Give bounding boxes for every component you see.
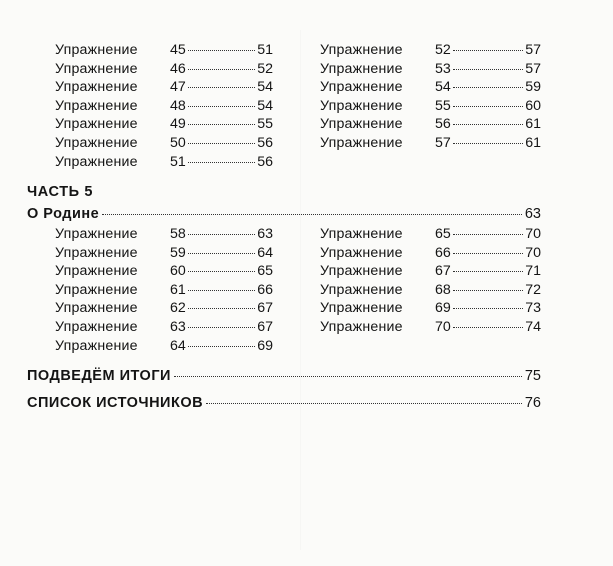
entry-page: 73	[525, 300, 541, 317]
entry-page: 52	[257, 60, 273, 77]
toc-entry[interactable]	[55, 97, 273, 116]
dot-leader	[453, 143, 523, 144]
part-heading: ЧАСТЬ 5	[27, 184, 93, 200]
toc-entry[interactable]	[55, 134, 273, 153]
toc-column-left-part5	[55, 225, 273, 355]
dot-leader	[453, 308, 523, 309]
entry-number: 62	[170, 300, 186, 317]
entry-label: Упражнение	[55, 244, 138, 261]
entry-label: Упражнение	[320, 116, 403, 133]
entry-page: 54	[257, 79, 273, 96]
entry-label: Упражнение	[320, 97, 403, 114]
toc-entry[interactable]	[55, 318, 273, 337]
entry-page: 55	[257, 116, 273, 133]
section-entry-sources[interactable]	[27, 393, 541, 413]
entry-number: 59	[170, 244, 186, 261]
entry-label: Упражнение	[320, 318, 403, 335]
entry-number: 55	[435, 97, 451, 114]
dot-leader	[188, 253, 255, 254]
entry-label: Упражнение	[320, 79, 403, 96]
toc-entry[interactable]	[320, 244, 541, 263]
toc-entry[interactable]	[320, 281, 541, 300]
toc-entry[interactable]	[320, 134, 541, 153]
entry-page: 51	[257, 42, 273, 58]
toc-entry[interactable]	[320, 41, 541, 60]
entry-label: Упражнение	[55, 116, 138, 133]
dot-leader	[188, 290, 255, 291]
toc-entry[interactable]	[320, 262, 541, 281]
entry-label: Упражнение	[320, 134, 403, 151]
toc-entry[interactable]	[320, 97, 541, 116]
entry-number: 66	[435, 244, 451, 261]
entry-page: 63	[257, 226, 273, 242]
entry-page: 69	[257, 337, 273, 354]
entry-number: 61	[170, 281, 186, 298]
toc-entry[interactable]	[55, 281, 273, 300]
toc-entry[interactable]	[55, 115, 273, 134]
dot-leader	[188, 87, 255, 88]
entry-label: Упражнение	[320, 60, 403, 77]
dot-leader	[188, 162, 255, 163]
dot-leader	[188, 106, 255, 107]
entry-page: 70	[525, 244, 541, 261]
entry-label: Упражнение	[55, 263, 138, 280]
entry-number: 65	[435, 226, 451, 242]
entry-page: 64	[257, 244, 273, 261]
entry-label: Упражнение	[320, 300, 403, 317]
entry-label: Упражнение	[55, 318, 138, 335]
entry-number: 53	[435, 60, 451, 77]
entry-label: Упражнение	[55, 153, 138, 170]
entry-label: Упражнение	[55, 337, 138, 354]
dot-leader	[206, 403, 522, 404]
section-entry-summary[interactable]	[27, 366, 541, 386]
toc-entry[interactable]	[320, 225, 541, 244]
dot-leader	[102, 214, 522, 215]
entry-page: 57	[525, 60, 541, 77]
toc-column-right-part5	[320, 225, 541, 337]
entry-page: 56	[257, 134, 273, 151]
section-title: СПИСОК ИСТОЧНИКОВ	[27, 395, 204, 411]
entry-label: Упражнение	[55, 134, 138, 151]
entry-number: 50	[170, 134, 186, 151]
entry-label: Упражнение	[55, 300, 138, 317]
dot-leader	[453, 124, 523, 125]
entry-number: 56	[435, 116, 451, 133]
toc-entry[interactable]	[55, 262, 273, 281]
entry-number: 68	[435, 281, 451, 298]
entry-page: 71	[525, 263, 541, 280]
entry-number: 63	[170, 318, 186, 335]
section-page: 76	[524, 395, 541, 411]
entry-label: Упражнение	[55, 226, 138, 242]
toc-entry[interactable]	[320, 78, 541, 97]
toc-entry[interactable]	[55, 337, 273, 356]
dot-leader	[453, 106, 523, 107]
dot-leader	[188, 50, 255, 51]
section-title: О Родине	[27, 206, 100, 222]
entry-page: 61	[525, 134, 541, 151]
entry-number: 49	[170, 116, 186, 133]
entry-number: 57	[435, 134, 451, 151]
entry-label: Упражнение	[320, 263, 403, 280]
dot-leader	[453, 271, 523, 272]
toc-entry[interactable]	[55, 41, 273, 60]
dot-leader	[453, 253, 523, 254]
entry-label: Упражнение	[320, 226, 403, 242]
entry-label: Упражнение	[55, 281, 138, 298]
entry-label: Упражнение	[55, 79, 138, 96]
section-page: 75	[524, 368, 541, 384]
entry-number: 70	[435, 318, 451, 335]
entry-page: 74	[525, 318, 541, 335]
entry-number: 58	[170, 226, 186, 242]
dot-leader	[188, 124, 255, 125]
entry-page: 60	[525, 97, 541, 114]
entry-number: 54	[435, 79, 451, 96]
dot-leader	[188, 308, 255, 309]
toc-entry[interactable]	[55, 225, 273, 244]
entry-label: Упражнение	[320, 42, 403, 58]
entry-label: Упражнение	[320, 281, 403, 298]
dot-leader	[453, 234, 523, 235]
dot-leader	[174, 376, 522, 377]
entry-page: 61	[525, 116, 541, 133]
entry-label: Упражнение	[55, 60, 138, 77]
entry-label: Упражнение	[55, 42, 138, 58]
entry-page: 56	[257, 153, 273, 170]
dot-leader	[453, 50, 523, 51]
entry-number: 47	[170, 79, 186, 96]
dot-leader	[453, 87, 523, 88]
dot-leader	[188, 346, 255, 347]
entry-number: 67	[435, 263, 451, 280]
entry-page: 67	[257, 300, 273, 317]
section-title: ПОДВЕДЁМ ИТОГИ	[27, 368, 171, 384]
toc-entry[interactable]	[55, 153, 273, 172]
entry-number: 60	[170, 263, 186, 280]
dot-leader	[453, 290, 523, 291]
entry-page: 67	[257, 318, 273, 335]
entry-page: 54	[257, 97, 273, 114]
toc-entry[interactable]	[320, 60, 541, 79]
entry-page: 66	[257, 281, 273, 298]
toc-entry[interactable]	[320, 318, 541, 337]
toc-entry[interactable]	[55, 78, 273, 97]
section-page: 63	[524, 206, 541, 222]
dot-leader	[453, 327, 523, 328]
entry-page: 70	[525, 226, 541, 242]
entry-page: 65	[257, 263, 273, 280]
dot-leader	[453, 69, 523, 70]
dot-leader	[188, 234, 255, 235]
toc-entry[interactable]	[55, 244, 273, 263]
toc-entry[interactable]	[320, 115, 541, 134]
entry-number: 51	[170, 153, 186, 170]
dot-leader	[188, 271, 255, 272]
entry-label: Упражнение	[320, 244, 403, 261]
dot-leader	[188, 327, 255, 328]
entry-number: 69	[435, 300, 451, 317]
entry-number: 45	[170, 42, 186, 58]
entry-number: 48	[170, 97, 186, 114]
entry-number: 52	[435, 42, 451, 58]
entry-page: 57	[525, 42, 541, 58]
entry-page: 59	[525, 79, 541, 96]
entry-number: 46	[170, 60, 186, 77]
entry-label: Упражнение	[55, 97, 138, 114]
entry-page: 72	[525, 281, 541, 298]
toc-entry[interactable]	[55, 60, 273, 79]
toc-column-left-part4	[55, 41, 273, 171]
dot-leader	[188, 69, 255, 70]
toc-column-right-part4	[320, 41, 541, 153]
toc-entry[interactable]	[320, 299, 541, 318]
entry-number: 64	[170, 337, 186, 354]
dot-leader	[188, 143, 255, 144]
toc-entry[interactable]	[55, 299, 273, 318]
section-entry-rodine[interactable]	[27, 204, 541, 224]
